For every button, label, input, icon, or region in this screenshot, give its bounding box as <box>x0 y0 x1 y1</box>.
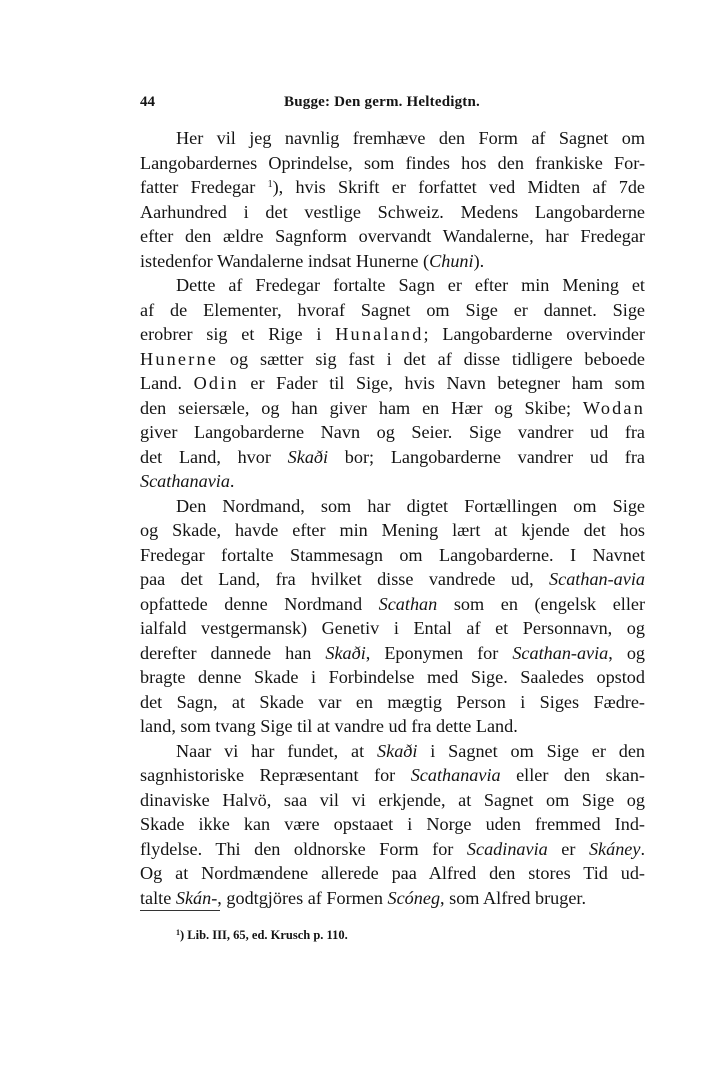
text-line: flydelse. Thi den oldnorske Form for Scadinavia er Skáney. <box>140 838 645 859</box>
text-line: ialfald vestgermansk) Genetiv i Ental af et Personnavn, og <box>140 618 645 638</box>
text-line: Land. Odin er Fader til Sige, hvis Navn betegner ham som <box>140 373 645 393</box>
text-line: Dette af Fredegar fortalte Sagn er efter min Mening et <box>176 275 645 295</box>
text-line: efter den ældre Sagnform overvandt Wandalerne, har Fredegar <box>140 226 645 246</box>
footnote-rule <box>140 910 220 911</box>
paragraph <box>140 126 645 273</box>
text-line: sagnhistoriske Repræsentant for Scathanavia eller den skan- <box>140 765 645 785</box>
text-line: det Land, hvor Skaði bor; Langobarderne vandrer ud fra <box>140 446 645 467</box>
footnote: $^1$) Lib. III, 65, ed. Krusch p. 110. <box>176 928 348 942</box>
text-line: og Skade, havde efter min Mening lært at kjende det hos <box>140 520 645 540</box>
paragraph <box>140 739 645 911</box>
text-line: talte Skán-, godtgjöres af Formen Scóneg, som Alfred bruger. <box>140 887 587 908</box>
text-line: Og at Nordmændene allerede paa Alfred den stores Tid ud- <box>140 863 645 883</box>
paragraph <box>140 494 645 739</box>
page-number: 44 <box>140 94 155 110</box>
text-line: fatter Fredegar $^1$), hvis Skrift er forfattet ved Midten af 7de <box>140 177 646 197</box>
text-line: Langobardernes Oprindelse, som findes hos den frankiske For- <box>140 152 645 173</box>
text-line: af de Elementer, hvoraf Sagnet om Sige er dannet. Sige <box>140 299 645 320</box>
text-line: dinaviske Halvö, saa vil vi erkjende, at Sagnet om Sige og <box>140 789 645 810</box>
text-line: Fredegar fortalte Stammesagn om Langobarderne. I Navnet <box>140 544 645 565</box>
text-line: opfattede denne Nordmand Scathan som en (engelsk eller <box>140 593 646 614</box>
paragraph <box>140 273 645 494</box>
text-line: Scathanavia. <box>140 471 235 491</box>
text-line: paa det Land, fra hvilket disse vandrede ud, Scathan-avia <box>140 569 645 589</box>
text-line: derefter dannede han Skaði, Eponymen for Scathan-avia, og <box>140 642 646 663</box>
text-line: giver Langobarderne Navn og Seier. Sige vandrer ud fra <box>140 422 645 442</box>
text-line: erobrer sig et Rige i Hunaland; Langobarderne overvinder <box>140 324 645 344</box>
running-head: Bugge: Den germ. Heltedigtn. <box>284 94 480 110</box>
text-line: Her vil jeg navnlig fremhæve den Form af Sagnet om <box>176 128 645 148</box>
text-line: det Sagn, at Skade var en mægtig Person i Siges Fædre- <box>140 691 645 712</box>
text-line: Naar vi har fundet, at Skaði i Sagnet om Sige er den <box>176 740 645 761</box>
text-line: istedenfor Wandalerne indsat Hunerne (Chuni). <box>140 250 485 271</box>
text-line: Skade ikke kan være opstaaet i Norge uden fremmed Ind- <box>140 814 645 834</box>
text-line: bragte denne Skade i Forbindelse med Sige. Saaledes opstod <box>140 667 645 687</box>
body-text <box>140 126 645 910</box>
text-line: Den Nordmand, som har digtet Fortællingen om Sige <box>176 495 645 516</box>
page-header <box>140 94 645 116</box>
text-line: land, som tvang Sige til at vandre ud fra dette Land. <box>140 716 518 736</box>
text-line: Hunerne og sætter sig fast i det af disse tidligere beboede <box>140 348 645 369</box>
text-line: den seiersæle, og han giver ham en Hær og Skibe; Wodan <box>140 397 645 418</box>
text-line: Aarhundred i det vestlige Schweiz. Medens Langobarderne <box>140 201 645 222</box>
